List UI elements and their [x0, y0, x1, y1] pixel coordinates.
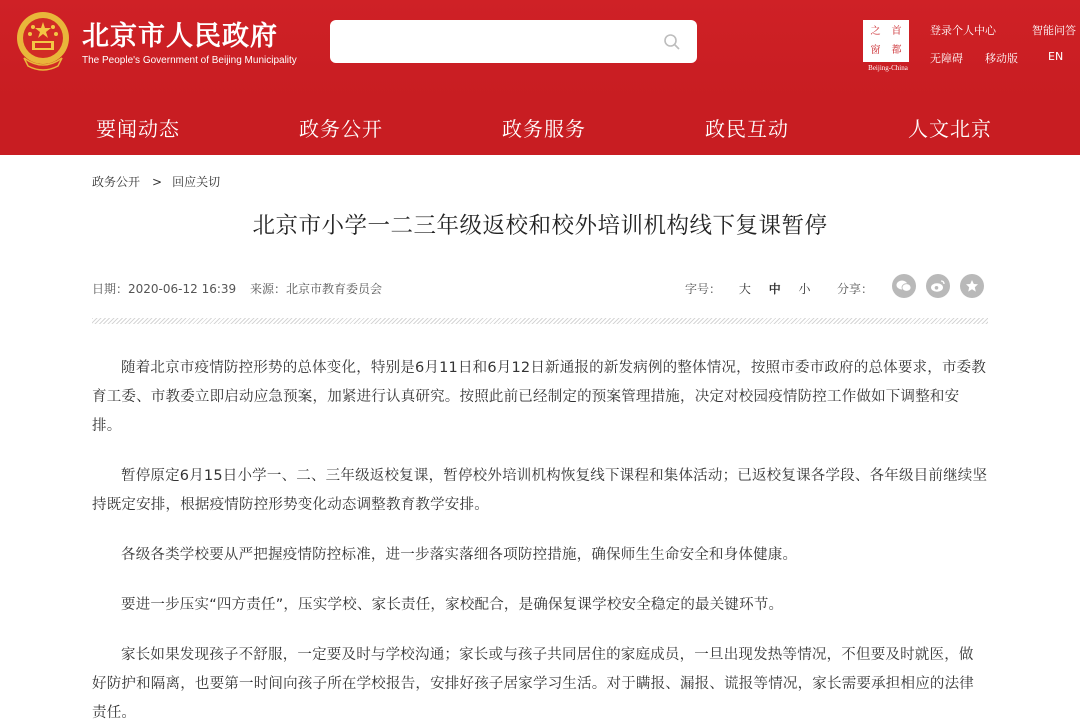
share-label: 分享： [837, 282, 874, 296]
main-content [92, 155, 988, 728]
search-box [330, 20, 697, 63]
wechat-icon[interactable] [892, 274, 916, 298]
font-size-label: 字号： [685, 282, 722, 296]
publish-date: 2020-06-12 16:39 [128, 282, 237, 296]
article-source: 北京市教育委员会 [286, 282, 383, 296]
search-input[interactable] [330, 20, 678, 61]
smart-qa-link[interactable]: 智能问答 [1032, 24, 1076, 37]
city-logo-char: 首 [891, 26, 902, 37]
font-size-large-button[interactable]: 大 [738, 282, 751, 296]
article-paragraph: 暂停原定6月15日小学一、二、三年级返校复课，暂停校外培训机构恢复线下课程和集体活动；已返校复课各学段、各年级目前继续坚持既定安排，根据疫情防控形势变化动态调整教育教学安排。 [92, 468, 988, 513]
title-divider [92, 318, 988, 324]
accessibility-link[interactable]: 无障碍 [930, 52, 963, 65]
login-link[interactable]: 登录个人中心 [930, 24, 996, 37]
article-paragraph: 家长如果发现孩子不舒服，一定要及时与学校沟通；家长或与孩子共同居住的家庭成员，一旦出现发热等情况，不但要及时就医，做好防护和隔离，也要第一时间向孩子所在学校报告，安排好孩子居家学习生活。对于瞒报、漏报、谎报等情况，家长需要承担相应的法律责任。 [92, 647, 974, 721]
breadcrumb-item-responses[interactable]: 回应关切 [172, 175, 221, 189]
top-header [0, 0, 1080, 100]
main-nav [0, 100, 1080, 155]
breadcrumb-item-gov-affairs[interactable]: 政务公开 [92, 175, 141, 189]
beijing-city-logo[interactable] [863, 20, 913, 72]
date-label: 日期： [92, 282, 129, 296]
nav-item-news[interactable]: 要闻动态 [96, 117, 180, 141]
font-size-small-button[interactable]: 小 [798, 282, 811, 296]
article-meta [92, 274, 988, 304]
city-logo-char: 之 [870, 26, 881, 37]
nav-item-gov-affairs-public[interactable]: 政务公开 [299, 117, 383, 141]
city-logo-char: 都 [891, 45, 902, 56]
article-body [92, 354, 988, 728]
nav-item-culture[interactable]: 人文北京 [908, 117, 992, 141]
article-title: 北京市小学一二三年级返校和校外培训机构线下复课暂停 [252, 213, 828, 239]
breadcrumb [92, 155, 988, 190]
font-size-medium-button[interactable]: 中 [768, 282, 781, 296]
font-size-controls [685, 280, 811, 297]
nav-item-gov-services[interactable]: 政务服务 [502, 117, 586, 141]
site-subtitle: The People's Government of Beijing Municipality [82, 55, 297, 66]
article-paragraph: 要进一步压实“四方责任”，压实学校、家长责任，家校配合，是确保复课学校安全稳定的最关键环节。 [121, 597, 784, 613]
english-link[interactable]: EN [1048, 50, 1064, 63]
favorite-star-icon[interactable] [960, 274, 984, 298]
source-label: 来源： [249, 282, 286, 296]
mobile-version-link[interactable]: 移动版 [985, 52, 1018, 65]
city-logo-caption: Beijing-China [868, 64, 908, 72]
weibo-icon[interactable] [926, 274, 950, 298]
site-title[interactable]: 北京市人民政府 [82, 21, 278, 52]
city-logo-char: 窗 [870, 45, 881, 56]
article-paragraph: 随着北京市疫情防控形势的总体变化，特别是6月11日和6月12日新通报的新发病例的整体情况，按照市委市政府的总体要求，市委教育工委、市教委立即启动应急预案，加紧进行认真研究。按照此前已经制定的预案管理措施，决定对校园疫情防控工作做如下调整和安排。 [92, 360, 987, 434]
share-buttons [892, 274, 984, 298]
article-paragraph: 各级各类学校要从严把握疫情防控标准，进一步落实落细各项防控措施，确保师生生命安全和身体健康。 [121, 547, 798, 563]
nav-item-interaction[interactable]: 政民互动 [705, 117, 789, 141]
breadcrumb-separator: > [152, 175, 163, 189]
article-info [92, 280, 382, 297]
search-icon[interactable] [663, 33, 681, 51]
national-emblem-icon[interactable] [14, 10, 72, 72]
